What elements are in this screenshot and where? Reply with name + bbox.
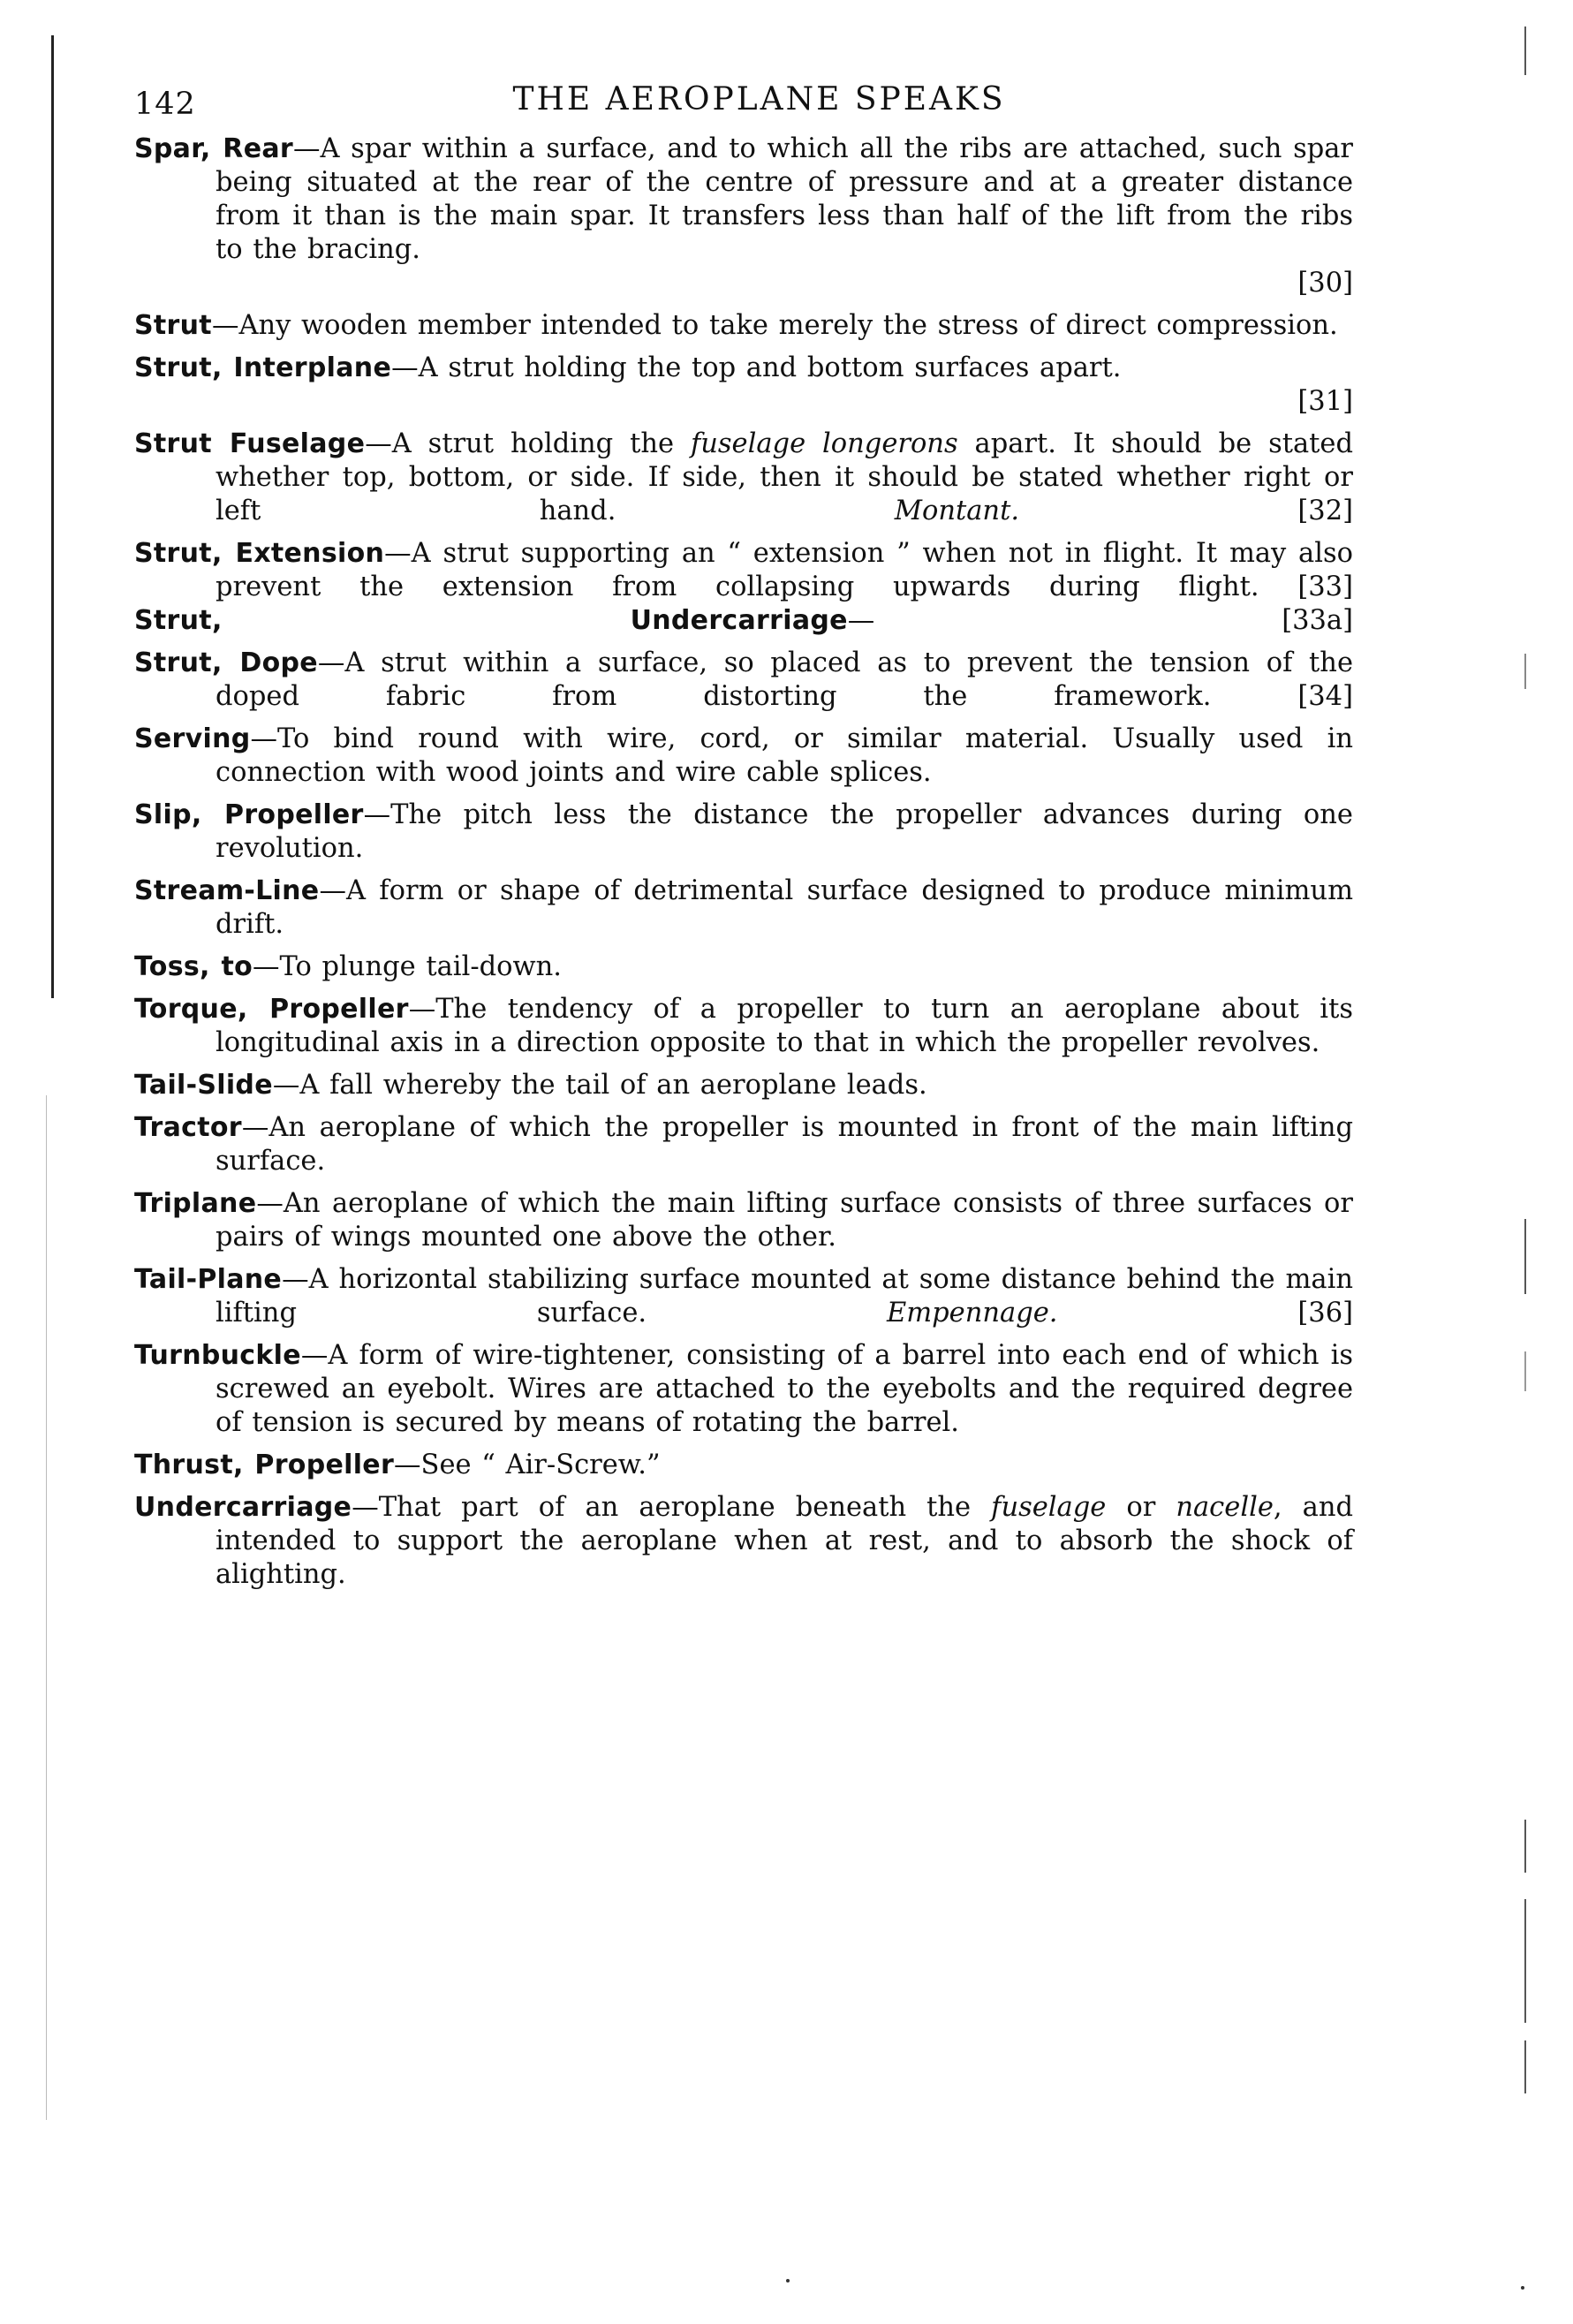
figure-reference: [33]	[1297, 572, 1353, 602]
em-dash: —	[300, 1340, 329, 1371]
entry-term: Strut	[134, 310, 212, 341]
em-dash: —	[293, 133, 321, 164]
entry-definition	[216, 1492, 1353, 1590]
entry-term: Strut, Dope	[134, 647, 318, 678]
italic-term: Empennage.	[886, 1298, 1058, 1329]
figure-reference: [31]	[1297, 386, 1353, 417]
scan-edge-mark	[1524, 1899, 1526, 2023]
em-dash: —	[253, 951, 280, 982]
em-dash: —	[272, 1070, 300, 1101]
definition-text: or	[1106, 1492, 1176, 1523]
em-dash: —	[365, 428, 392, 459]
entry-definition: A strut holding the top and bottom surfaces apart.	[418, 352, 1122, 383]
figure-reference: [30]	[1297, 268, 1353, 299]
entry-definition: Any wooden member intended to take merely the stress of direct compression.	[238, 310, 1338, 341]
definition-text: That part of an aeroplane beneath the	[378, 1492, 992, 1523]
figure-reference: [36]	[1297, 1298, 1353, 1329]
em-dash: —	[211, 310, 239, 341]
entry-term: Toss, to	[134, 951, 253, 982]
definition-text: A strut holding the	[391, 428, 691, 459]
scan-binding-edge	[51, 35, 54, 998]
glossary-entry	[134, 1111, 1353, 1178]
entry-term: Slip, Propeller	[134, 799, 364, 830]
glossary-entry	[134, 132, 1353, 300]
scan-edge-mark	[1524, 654, 1526, 689]
figure-reference: [33a]	[1282, 605, 1353, 636]
scan-edge-mark	[1524, 2040, 1526, 2093]
italic-term: fuselage longerons	[690, 428, 958, 459]
em-dash: —	[847, 605, 875, 636]
entry-definition: A strut supporting an “ extension ” when not in flight. It may also prevent the extension from collapsing upwards during flight.	[216, 538, 1353, 602]
entry-term: Tail-Slide	[134, 1070, 273, 1101]
em-dash: —	[363, 799, 391, 830]
em-dash: —	[282, 1264, 309, 1295]
entry-definition: A spar within a surface, and to which all the ribs are attached, such spar being situated at the rear of the centre of pressure and at a greater distance from it than is the main spar. It transfers less than half of the lift from the ribs to the bracing.	[216, 133, 1354, 265]
entry-term: Triplane	[134, 1188, 257, 1219]
entry-term: Stream-Line	[134, 875, 320, 906]
glossary-entry	[134, 352, 1353, 419]
em-dash: —	[352, 1492, 379, 1523]
entry-term: Strut, Undercarriage	[134, 605, 848, 636]
entry-definition: A fall whereby the tail of an aeroplane leads.	[299, 1070, 927, 1101]
glossary-entry	[134, 1263, 1353, 1330]
entry-term: Strut, Extension	[134, 538, 385, 569]
scan-speck	[786, 2279, 790, 2282]
page-number: 142	[134, 87, 196, 122]
entry-term: Undercarriage	[134, 1492, 352, 1523]
em-dash: —	[317, 647, 345, 678]
glossary-entry	[134, 874, 1353, 942]
glossary-entry	[134, 1187, 1353, 1254]
entry-definition: An aeroplane of which the propeller is mounted in front of the main lifting surface.	[216, 1112, 1353, 1177]
entry-definition: The tendency of a propeller to turn an aeroplane about its longitudinal axis in a direction opposite to that in which the propeller revolves.	[216, 994, 1353, 1058]
glossary-entry	[134, 647, 1353, 714]
entry-definition: To bind round with wire, cord, or similar material. Usually used in connection with wood joints and wire cable splices.	[216, 723, 1353, 788]
em-dash: —	[256, 1188, 284, 1219]
entry-definition: A strut within a surface, so placed as to prevent the tension of the doped fabric from distorting the framework.	[216, 647, 1353, 712]
entry-definition: A form or shape of detrimental surface designed to produce minimum drift.	[216, 875, 1353, 940]
italic-term: fuselage	[991, 1492, 1107, 1523]
entry-term: Torque, Propeller	[134, 994, 409, 1025]
entry-term: Tail-Plane	[134, 1264, 283, 1295]
glossary-entry	[134, 950, 1353, 984]
entry-term: Spar, Rear	[134, 133, 293, 164]
definition-text: , and intended to support the aeroplane when at rest, and to absorb the shock of alighting.	[216, 1492, 1353, 1590]
definition-text: apart. It should be stated whether top, bottom, or side. If side, then it should be stated whether right or left hand.	[216, 428, 1353, 526]
glossary-entry	[134, 1491, 1353, 1592]
entry-term: Strut, Interplane	[134, 352, 392, 383]
entry-term: Serving	[134, 723, 251, 754]
glossary-entry	[134, 428, 1353, 528]
em-dash: —	[241, 1112, 269, 1143]
entry-term: Thrust, Propeller	[134, 1450, 395, 1480]
figure-reference: [34]	[1297, 681, 1353, 712]
entry-definition: See “ Air-Screw.”	[420, 1450, 661, 1480]
entry-definition: To plunge tail-down.	[279, 951, 562, 982]
scan-edge-mark	[1524, 1820, 1526, 1873]
glossary-entry	[134, 799, 1353, 866]
glossary-entries	[134, 132, 1353, 1601]
glossary-entry	[134, 993, 1353, 1060]
entry-definition: An aeroplane of which the main lifting surface consists of three surfaces or pairs of wings mounted one above the other.	[216, 1188, 1353, 1253]
scan-speck	[1521, 2286, 1524, 2290]
scan-edge-mark	[1524, 1351, 1526, 1391]
em-dash: —	[408, 994, 436, 1025]
scan-edge-mark	[1524, 26, 1526, 75]
glossary-entry	[134, 1069, 1353, 1102]
em-dash: —	[319, 875, 346, 906]
entry-term: Strut Fuselage	[134, 428, 366, 459]
em-dash: —	[384, 538, 412, 569]
glossary-entry	[134, 723, 1353, 790]
entry-definition: A form of wire-tightener, consisting of a barrel into each end of which is screwed an eyebolt. Wires are attached to the eyebolts and the required degree of tension is secured by means of rotating the barrel.	[216, 1340, 1353, 1438]
italic-term: nacelle	[1176, 1492, 1274, 1523]
glossary-entry	[134, 1339, 1353, 1440]
glossary-entry	[134, 604, 1353, 638]
italic-term: Montant.	[894, 496, 1020, 526]
scan-edge-mark	[1524, 1219, 1526, 1294]
entry-term: Tractor	[134, 1112, 242, 1143]
page-header	[134, 81, 1349, 125]
scan-binding-edge-faint	[46, 1095, 47, 2120]
definition-text: A horizontal stabilizing surface mounted at some distance behind the main lifting surface.	[216, 1264, 1353, 1329]
em-dash: —	[394, 1450, 421, 1480]
entry-definition: The pitch less the distance the propeller advances during one revolution.	[216, 799, 1353, 864]
figure-reference: [32]	[1297, 496, 1353, 526]
em-dash: —	[250, 723, 278, 754]
glossary-entry	[134, 1449, 1353, 1482]
entry-term: Turnbuckle	[134, 1340, 301, 1371]
glossary-entry	[134, 537, 1353, 604]
glossary-entry	[134, 309, 1353, 343]
em-dash: —	[391, 352, 419, 383]
running-title: THE AEROPLANE SPEAKS	[512, 81, 1006, 117]
